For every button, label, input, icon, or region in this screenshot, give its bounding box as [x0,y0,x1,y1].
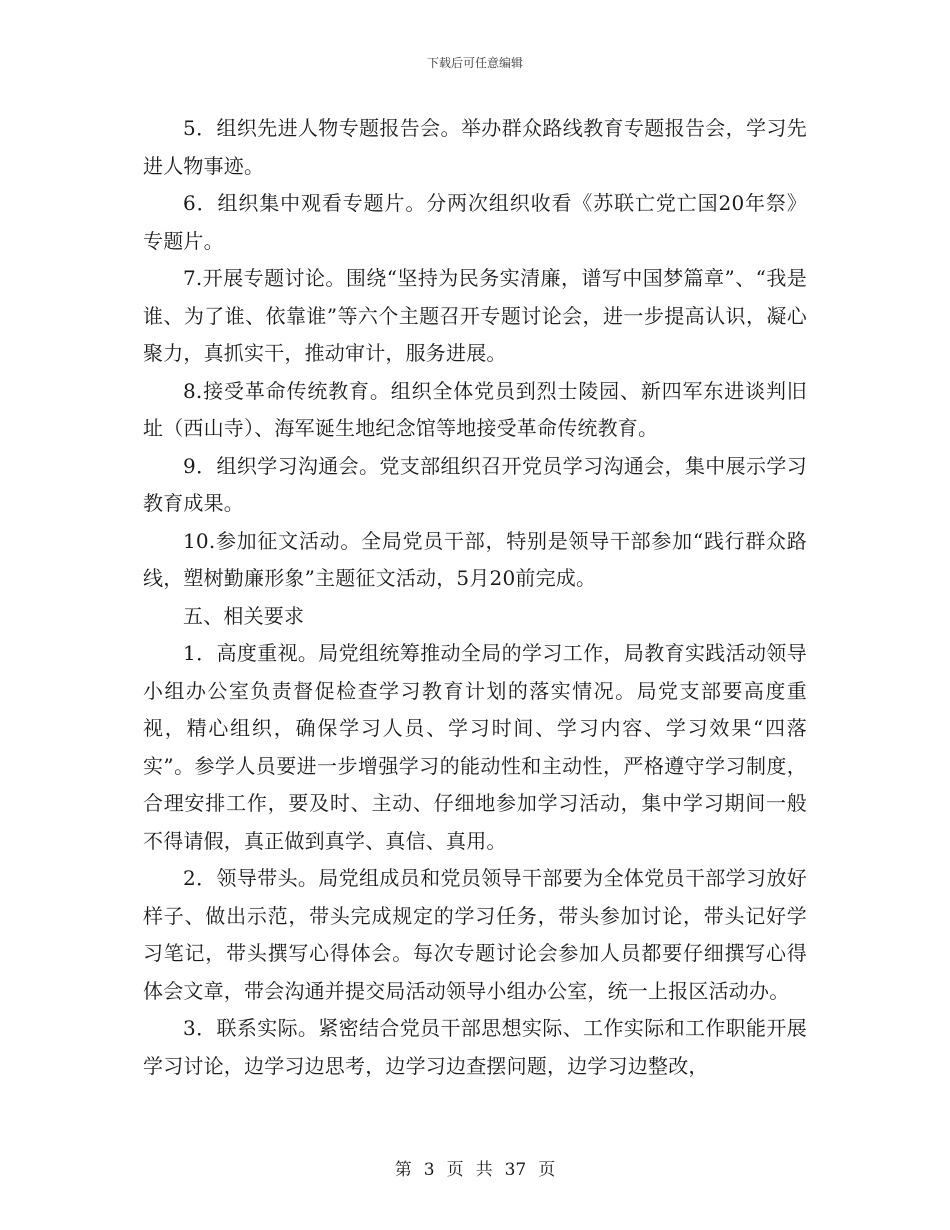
page-number: 3 [423,1160,435,1180]
document-body [143,110,807,1085]
footer-label-ye: 页 [446,1160,464,1180]
requirement-item-2: 2．领导带头。局党组成员和党员领导干部要为全体党员干部学习放好样子、做出示范，带头完成规定的学习任务，带头参加讨论，带头记好学习笔记，带头撰写心得体会。每次专题讨论会参加人员都要仔细撰写心得体会文章，带会沟通并提交局活动领导小组办公室，统一上报区活动办。 [143,866,807,1003]
total-pages: 37 [504,1160,527,1180]
paragraph-item-7: 7.开展专题讨论。围绕“坚持为民务实清廉，谱写中国梦篇章”、“我是谁、为了谁、依靠谁”等六个主题召开专题讨论会，进一步提高认识，凝心聚力，真抓实干，推动审计，服务进展。 [143,266,807,365]
footer-label-gong: 共 [475,1160,493,1180]
footer-label-di: 第 [394,1160,412,1180]
paragraph-item-6: 6．组织集中观看专题片。分两次组织收看《苏联亡党亡国20年祭》专题片。 [143,191,807,253]
section-heading-requirements: 五、相关要求 [183,603,305,628]
page-footer [0,1155,950,1180]
paragraph-item-9: 9．组织学习沟通会。党支部组织召开党员学习沟通会，集中展示学习教育成果。 [143,453,807,515]
page-header: 下载后可任意编辑 [426,56,523,70]
requirement-item-3: 3．联系实际。紧密结合党员干部思想实际、工作实际和工作职能开展学习讨论，边学习边思考，边学习边查摆问题，边学习边整改， [143,1016,807,1078]
footer-label-ye-end: 页 [538,1160,556,1180]
paragraph-item-8: 8.接受革命传统教育。组织全体党员到烈士陵园、新四军东进谈判旧址（西山寺）、海军诞生地纪念馆等地接受革命传统教育。 [143,378,807,440]
paragraph-item-5: 5．组织先进人物专题报告会。举办群众路线教育专题报告会，学习先进人物事迹。 [143,116,807,178]
paragraph-item-10: 10.参加征文活动。全局党员干部，特别是领导干部参加“践行群众路线，塑树勤廉形象”主题征文活动，5月20前完成。 [143,528,807,590]
requirement-item-1: 1．高度重视。局党组统筹推动全局的学习工作，局教育实践活动领导小组办公室负责督促检查学习教育计划的落实情况。局党支部要高度重视，精心组织，确保学习人员、学习时间、学习内容、学习效果“四落实”。参学人员要进一步增强学习的能动性和主动性，严格遵守学习制度，合理安排工作，要及时、主动、仔细地参加学习活动，集中学习期间一般不得请假，真正做到真学、真信、真用。 [143,641,807,853]
